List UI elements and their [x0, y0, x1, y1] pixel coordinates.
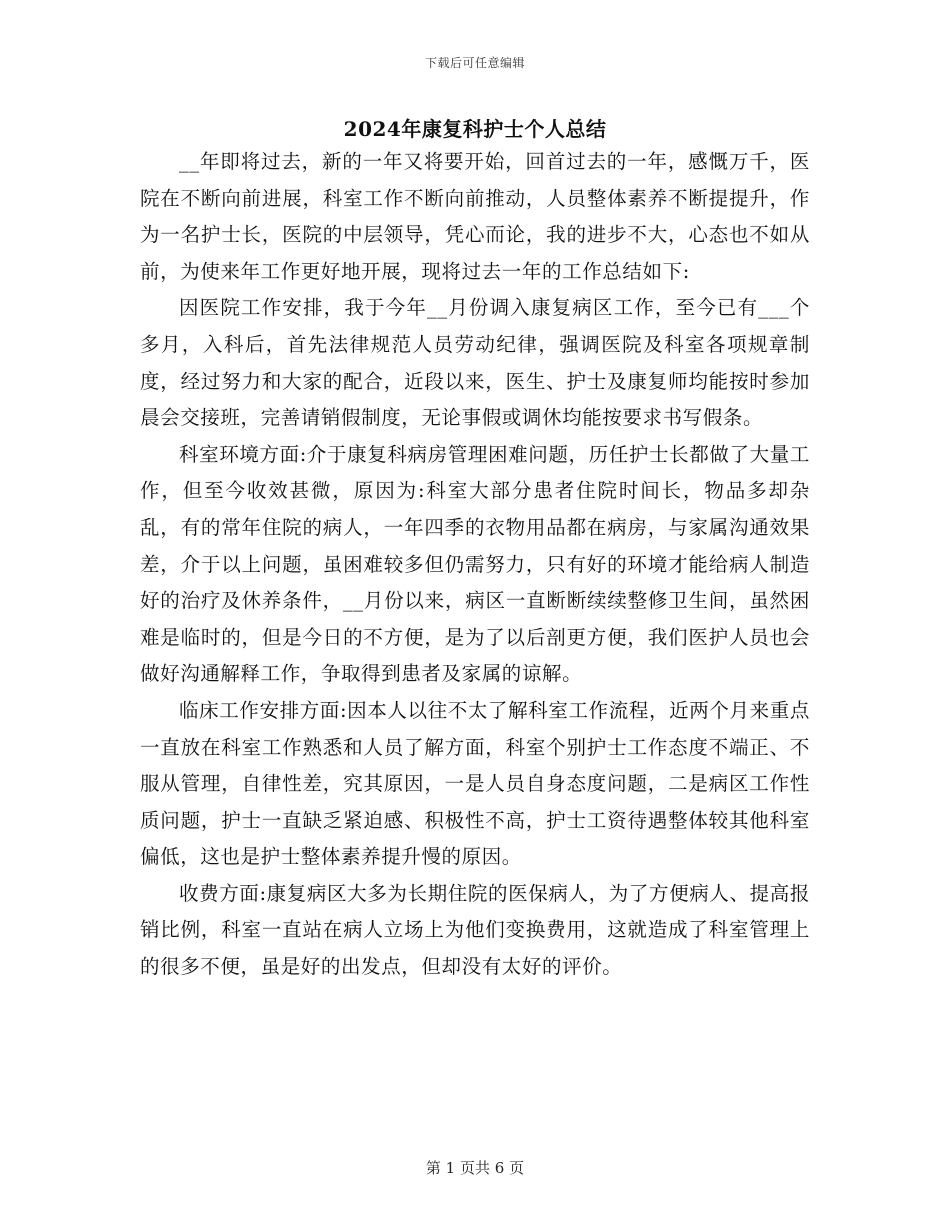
- paragraph-work-arrangement: 因医院工作安排，我于今年__月份调入康复病区工作，至今已有___个多月，入科后，首先法律规范人员劳动纪律，强调医院及科室各项规章制度，经过努力和大家的配合，近段以来，医生、护士及康复师均能按时参加晨会交接班，完善请销假制度，无论事假或调休均能按要求书写假条。: [140, 296, 810, 430]
- document-title: 2024年康复科护士个人总结: [343, 117, 607, 141]
- paragraph-clinical-work: 临床工作安排方面:因本人以往不太了解科室工作流程，近两个月来重点一直放在科室工作熟悉和人员了解方面，科室个别护士工作态度不端正、不服从管理，自律性差，究其原因，一是人员自身态度问题，二是病区工作性质问题，护士一直缺乏紧迫感、积极性不高，护士工资待遇整体较其他科室偏低，这也是护士整体素养提升慢的原因。: [140, 698, 810, 869]
- paragraph-environment: 科室环境方面:介于康复科病房管理困难问题，历任护士长都做了大量工作，但至今收效甚微，原因为:科室大部分患者住院时间长，物品多却杂乱，有的常年住院的病人，一年四季的衣物用品都在病房，与家属沟通效果差，介于以上问题，虽困难较多但仍需努力，只有好的环境才能给病人制造好的治疗及休养条件，__月份以来，病区一直断断续续整修卫生间，虽然困难是临时的，但是今日的不方便，是为了以后剖更方便，我们医护人员也会做好沟通解释工作，争取得到患者及家属的谅解。: [140, 442, 810, 686]
- header-note: 下载后可任意编辑: [424, 56, 525, 70]
- page-number: 第 1 页共 6 页: [425, 1159, 525, 1177]
- document-body: [140, 144, 810, 986]
- paragraph-billing: 收费方面:康复病区大多为长期住院的医保病人，为了方便病人、提高报销比例，科室一直站在病人立场上为他们变换费用，这就造成了科室管理上的很多不便，虽是好的出发点，但却没有太好的评价。: [140, 881, 810, 979]
- paragraph-intro: __年即将过去，新的一年又将要开始，回首过去的一年，感慨万千，医院在不断向前进展，科室工作不断向前推动，人员整体素养不断提提升，作为一名护士长，医院的中层领导，凭心而论，我的进步不大，心态也不如从前，为使来年工作更好地开展，现将过去一年的工作总结如下:: [140, 150, 810, 283]
